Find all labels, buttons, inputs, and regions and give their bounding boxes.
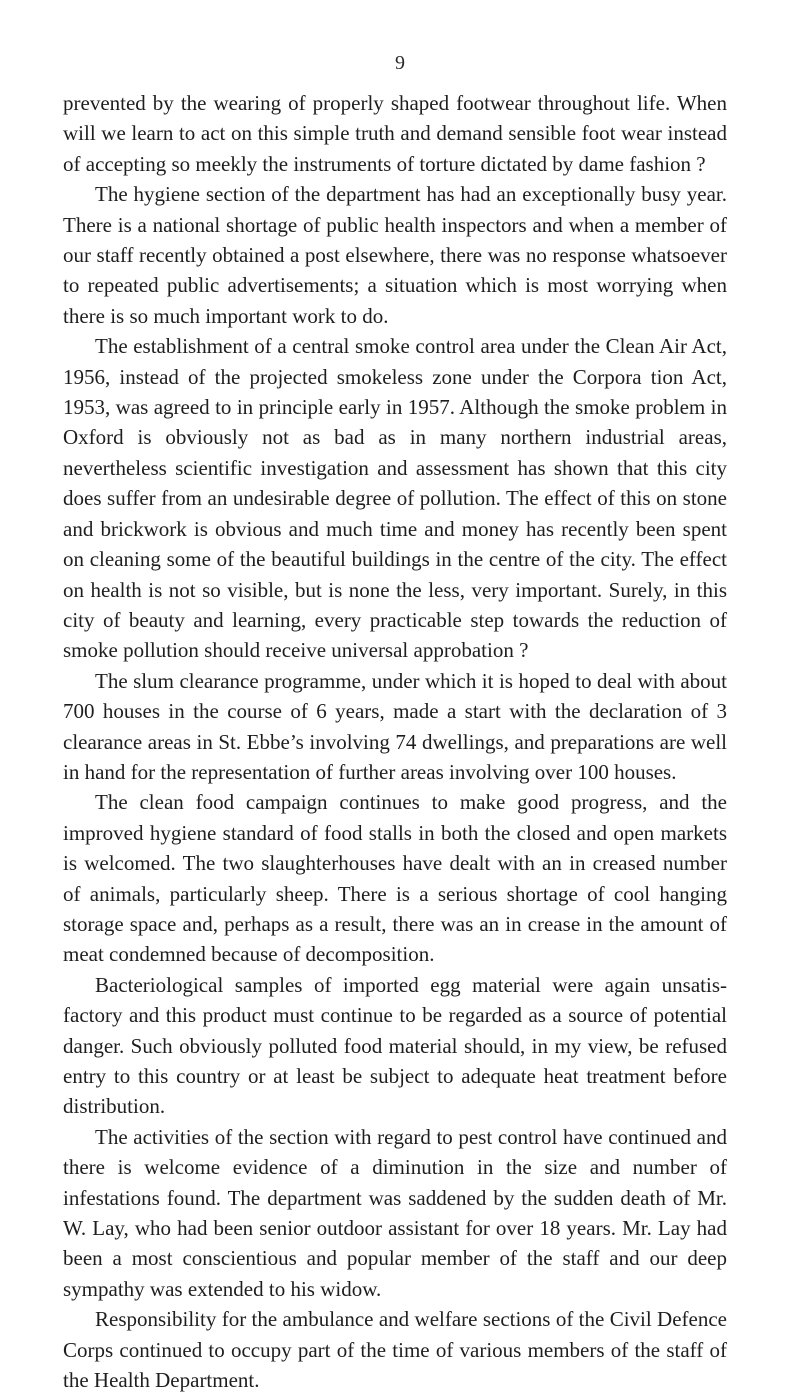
- page-number: 9: [395, 52, 405, 74]
- paragraph-bacteriological-samples: Bacteriological samples of imported egg material were again unsatis factory and this product must continue to be regarded as a source of potential danger. Such obviously polluted food material should, in my view, be refused entry to this country or at least be subject to adequate heat treatment before distribution.: [63, 972, 727, 1119]
- paragraph-smoke-control: The establishment of a central smoke control area under the Clean Air Act, 1956, instead of the projected smokeless zone under the Corpora tion Act, 1953, was agreed to in principle early in 1957. Although the smoke problem in Oxford is obviously not as bad as in many northern industrial areas, nevertheless scientific investigation and assessment has shown that this city does suffer from an undesirable degree of pollution. The effect of this on stone and brickwork is obvious and much time and money has recently been spent on cleaning some of the beautiful buildings in the centre of the city. The effect on health is not so visible, but is none the less, very important. Surely, in this city of beauty and learning, every practicable step towards the reduction of smoke pollution should receive universal approbation ?: [63, 334, 727, 663]
- paragraph-clean-food: The clean food campaign continues to make good progress, and the improved hygiene standard of food stalls in both the closed and open markets is welcomed. The two slaughterhouses have dealt with an in creased number of animals, particularly sheep. There is a serious shortage of cool hanging storage space and, perhaps as a result, there was an in crease in the amount of meat condemned because of decomposition.: [63, 790, 727, 967]
- paragraph-footwear-continuation: prevented by the wearing of properly shaped footwear throughout life. When will we learn to act on this simple truth and demand sensible foot wear instead of accepting so meekly the instruments of torture dictated by dame fashion ?: [63, 91, 727, 176]
- paragraph-civil-defence: Responsibility for the ambulance and welfare sections of the Civil Defence Corps continued to occupy part of the time of various members of the staff of the Health Department.: [63, 1307, 727, 1393]
- body-text: [63, 88, 727, 1395]
- paragraph-hygiene-section: The hygiene section of the department has had an exceptionally busy year. There is a national shortage of public health inspectors and when a member of our staff recently obtained a post elsewhere, there was no response whatsoever to repeated public advertisements; a situation which is most worrying when there is so much important work to do.: [63, 182, 727, 328]
- paragraph-slum-clearance: The slum clearance programme, under which it is hoped to deal with about 700 houses in the course of 6 years, made a start with the declaration of 3 clearance areas in St. Ebbe’s involving 74 dwellings, and preparations are well in hand for the representation of further areas involving over 100 houses.: [63, 668, 727, 784]
- paragraph-pest-control: The activities of the section with regard to pest control have continued and there is welcome evidence of a diminution in the size and number of infestations found. The department was saddened by the sudden death of Mr. W. Lay, who had been senior outdoor assistant for over 18 years. Mr. Lay had been a most conscientious and popular member of the staff and our deep sympathy was extended to his widow.: [63, 1124, 727, 1301]
